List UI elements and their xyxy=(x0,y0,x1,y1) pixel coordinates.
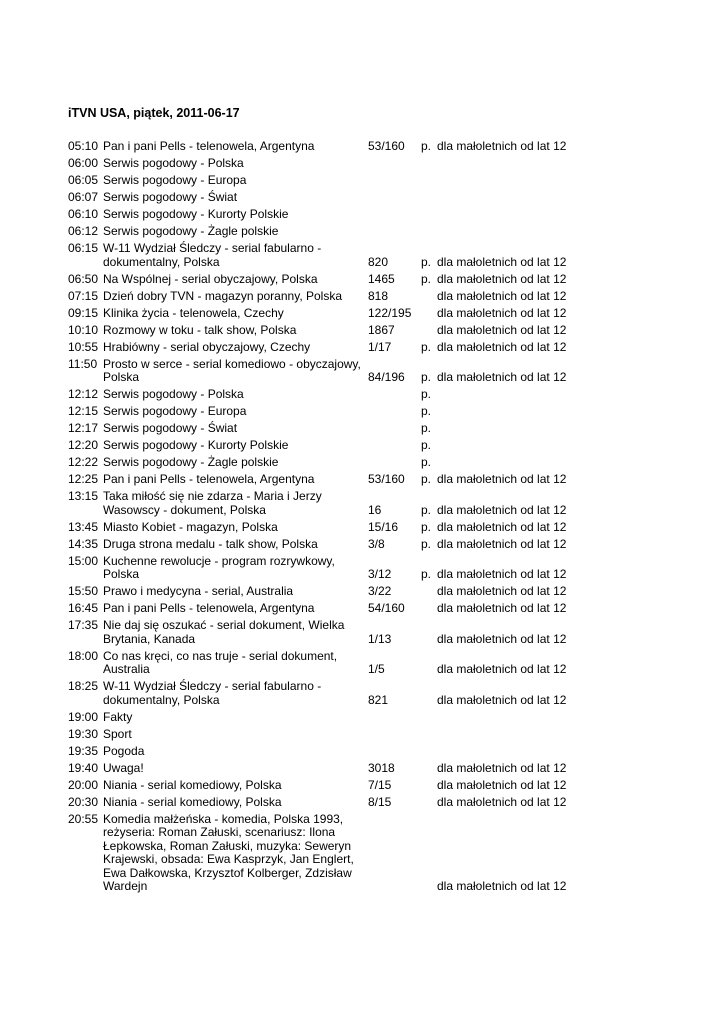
programme-line: Sport xyxy=(103,726,132,741)
schedule-row xyxy=(68,341,648,355)
row-programme xyxy=(102,324,368,338)
schedule-row xyxy=(68,521,648,535)
row-age-rating: dla małoletnich od lat 12 xyxy=(437,339,567,354)
row-episode: 820 xyxy=(368,254,389,269)
row-episode: 8/15 xyxy=(368,794,392,809)
row-episode: 15/16 xyxy=(368,519,399,534)
row-time: 19:00 xyxy=(68,709,99,724)
row-time: 10:10 xyxy=(68,322,99,337)
programme-line: Serwis pogodowy - Kurorty Polskie xyxy=(103,438,289,452)
row-programme xyxy=(102,619,368,646)
programme-line: Wardejn xyxy=(103,879,148,893)
row-age-rating: dla małoletnich od lat 12 xyxy=(437,584,567,598)
schedule-row xyxy=(68,405,648,419)
schedule-row xyxy=(68,174,648,188)
row-premiere-mark: p. xyxy=(421,455,432,469)
row-premiere-mark: p. xyxy=(421,472,432,486)
row-time: 19:30 xyxy=(68,726,99,741)
programme-line: Serwis pogodowy - Europa xyxy=(103,404,247,418)
row-premiere-mark: p. xyxy=(421,339,432,354)
row-time: 13:15 xyxy=(68,489,99,503)
programme-line: Serwis pogodowy - Europa xyxy=(103,173,247,187)
row-episode: 821 xyxy=(368,692,389,707)
schedule-row xyxy=(68,307,648,321)
row-age-rating: dla małoletnich od lat 12 xyxy=(437,794,567,809)
row-time: 20:30 xyxy=(68,794,99,809)
programme-line: Nie daj się oszukać - serial dokument, Wielka xyxy=(103,618,345,632)
row-programme xyxy=(102,813,368,894)
schedule-row xyxy=(68,490,648,517)
row-episode: 84/196 xyxy=(368,370,405,384)
row-programme xyxy=(102,650,368,677)
programme-line: Serwis pogodowy - Żagle polskie xyxy=(103,455,279,469)
row-time: 19:40 xyxy=(68,760,99,775)
programme-line: Serwis pogodowy - Świat xyxy=(103,421,238,435)
schedule-row xyxy=(68,157,648,171)
programme-line: Rozmowy w toku - talk show, Polska xyxy=(103,322,297,337)
row-programme xyxy=(102,208,368,222)
row-age-rating: dla małoletnich od lat 12 xyxy=(437,472,567,486)
schedule-row xyxy=(68,602,648,616)
row-time: 15:50 xyxy=(68,584,99,598)
row-premiere-mark: p. xyxy=(421,271,432,286)
row-age-rating: dla małoletnich od lat 12 xyxy=(437,662,567,676)
row-age-rating: dla małoletnich od lat 12 xyxy=(437,139,567,153)
row-time: 11:50 xyxy=(68,356,98,371)
row-programme xyxy=(102,341,368,355)
schedule-row xyxy=(68,555,648,582)
schedule-row xyxy=(68,813,648,894)
row-premiere-mark: p. xyxy=(421,404,432,418)
row-time: 19:35 xyxy=(68,743,99,758)
row-age-rating: dla małoletnich od lat 12 xyxy=(437,254,567,269)
row-episode: 818 xyxy=(368,288,389,303)
row-age-rating: dla małoletnich od lat 12 xyxy=(437,322,567,337)
row-programme xyxy=(102,456,368,470)
programme-line: Co nas kręci, co nas truje - serial dokument, xyxy=(103,648,338,663)
row-time: 20:00 xyxy=(68,777,99,792)
row-programme xyxy=(102,680,368,707)
schedule-row xyxy=(68,619,648,646)
schedule-row xyxy=(68,388,648,402)
programme-line: Hrabiówny - serial obyczajowy, Czechy xyxy=(103,339,311,354)
programme-line: Serwis pogodowy - Świat xyxy=(103,190,238,204)
row-programme xyxy=(102,796,368,810)
row-time: 10:55 xyxy=(68,339,99,354)
schedule-row xyxy=(68,208,648,222)
programme-line: Klinika życia - telenowela, Czechy xyxy=(103,305,284,320)
row-programme xyxy=(102,157,368,171)
row-programme xyxy=(102,191,368,205)
row-programme xyxy=(102,242,368,269)
row-premiere-mark: p. xyxy=(421,254,432,269)
schedule-row xyxy=(68,796,648,810)
row-time: 18:00 xyxy=(68,648,99,663)
row-age-rating: dla małoletnich od lat 12 xyxy=(437,519,567,534)
programme-line: Dzień dobry TVN - magazyn poranny, Polska xyxy=(103,288,342,303)
row-programme xyxy=(102,290,368,304)
row-time: 14:35 xyxy=(68,536,99,551)
schedule-row xyxy=(68,324,648,338)
programme-line: Serwis pogodowy - Kurorty Polskie xyxy=(103,207,289,221)
programme-line: dokumentalny, Polska xyxy=(103,254,220,269)
programme-line: Taka miłość się nie zdarza - Maria i Jerzy xyxy=(103,489,322,503)
row-premiere-mark: p. xyxy=(421,536,432,551)
row-programme xyxy=(102,779,368,793)
row-premiere-mark: p. xyxy=(421,502,432,517)
schedule-row xyxy=(68,745,648,759)
schedule-row xyxy=(68,711,648,725)
programme-line: Pan i pani Pells - telenowela, Argentyna xyxy=(103,472,315,486)
row-time: 06:05 xyxy=(68,173,99,187)
programme-line: Pan i pani Pells - telenowela, Argentyna xyxy=(103,601,315,615)
programme-line: Polska xyxy=(103,567,140,581)
row-time: 06:07 xyxy=(68,190,99,204)
row-time: 06:15 xyxy=(68,241,99,255)
row-time: 18:25 xyxy=(68,679,99,693)
row-time: 20:55 xyxy=(68,811,99,826)
row-programme xyxy=(102,728,368,742)
programme-line: Druga strona medalu - talk show, Polska xyxy=(103,536,318,551)
schedule-list xyxy=(68,140,648,897)
row-time: 12:15 xyxy=(68,404,99,418)
row-time: 15:00 xyxy=(68,553,99,568)
row-programme xyxy=(102,174,368,188)
row-programme xyxy=(102,307,368,321)
programme-line: dokumentalny, Polska xyxy=(103,692,220,707)
schedule-row xyxy=(68,680,648,707)
row-time: 09:15 xyxy=(68,305,99,320)
row-time: 17:35 xyxy=(68,618,99,632)
row-programme xyxy=(102,422,368,436)
programme-line: Prawo i medycyna - serial, Australia xyxy=(103,584,294,598)
row-programme xyxy=(102,521,368,535)
row-time: 12:17 xyxy=(68,421,99,435)
programme-line: Wasowscy - dokument, Polska xyxy=(103,502,266,517)
row-programme xyxy=(102,473,368,487)
programme-line: Krajewski, obsada: Ewa Kasprzyk, Jan Englert, xyxy=(103,852,354,866)
row-programme xyxy=(102,762,368,776)
schedule-row xyxy=(68,191,648,205)
row-programme xyxy=(102,225,368,239)
programme-line: W-11 Wydział Śledczy - serial fabularno - xyxy=(103,241,322,255)
schedule-row xyxy=(68,538,648,552)
row-episode: 3018 xyxy=(368,760,395,775)
schedule-row xyxy=(68,422,648,436)
row-programme xyxy=(102,711,368,725)
row-episode: 53/160 xyxy=(368,139,405,153)
row-time: 06:10 xyxy=(68,207,99,221)
row-age-rating: dla małoletnich od lat 12 xyxy=(437,288,567,303)
row-premiere-mark: p. xyxy=(421,421,432,435)
row-age-rating: dla małoletnich od lat 12 xyxy=(437,567,567,581)
row-episode: 1/13 xyxy=(368,631,392,646)
row-episode: 3/12 xyxy=(368,567,392,581)
programme-line: Ewa Dałkowska, Krzysztof Kolberger, Zdzisław xyxy=(103,865,352,880)
row-age-rating: dla małoletnich od lat 12 xyxy=(437,536,567,551)
row-age-rating: dla małoletnich od lat 12 xyxy=(437,502,567,517)
row-time: 06:00 xyxy=(68,156,99,170)
schedule-row xyxy=(68,762,648,776)
row-time: 06:50 xyxy=(68,271,99,286)
row-time: 05:10 xyxy=(68,139,99,153)
programme-line: Serwis pogodowy - Polska xyxy=(103,156,244,170)
programme-line: Na Wspólnej - serial obyczajowy, Polska xyxy=(103,271,318,286)
programme-line: Fakty xyxy=(103,709,133,724)
row-programme xyxy=(102,490,368,517)
row-programme xyxy=(102,140,368,154)
programme-line: Niania - serial komediowy, Polska xyxy=(103,794,282,809)
row-premiere-mark: p. xyxy=(421,139,432,153)
programme-line: Serwis pogodowy - Polska xyxy=(103,387,244,401)
programme-line: Pan i pani Pells - telenowela, Argentyna xyxy=(103,139,315,153)
row-age-rating: dla małoletnich od lat 12 xyxy=(437,760,567,775)
schedule-row xyxy=(68,273,648,287)
schedule-row xyxy=(68,456,648,470)
row-time: 07:15 xyxy=(68,288,99,303)
programme-line: Australia xyxy=(103,662,150,676)
schedule-row xyxy=(68,728,648,742)
row-time: 06:12 xyxy=(68,224,99,238)
programme-line: Uwaga! xyxy=(103,760,144,775)
row-programme xyxy=(102,538,368,552)
row-programme xyxy=(102,585,368,599)
row-episode: 16 xyxy=(368,502,382,517)
row-age-rating: dla małoletnich od lat 12 xyxy=(437,879,567,893)
row-premiere-mark: p. xyxy=(421,519,432,534)
row-age-rating: dla małoletnich od lat 12 xyxy=(437,601,567,615)
row-age-rating: dla małoletnich od lat 12 xyxy=(437,692,567,707)
row-episode: 3/22 xyxy=(368,584,392,598)
programme-line: reżyseria: Roman Załuski, scenariusz: Ilona xyxy=(103,825,336,839)
schedule-row xyxy=(68,358,648,385)
row-episode: 1465 xyxy=(368,271,395,286)
schedule-row xyxy=(68,650,648,677)
row-programme xyxy=(102,439,368,453)
row-programme xyxy=(102,388,368,402)
schedule-row xyxy=(68,140,648,154)
schedule-row xyxy=(68,439,648,453)
row-episode: 54/160 xyxy=(368,601,405,615)
row-time: 12:22 xyxy=(68,455,99,469)
schedule-row xyxy=(68,242,648,269)
programme-line: Kuchenne rewolucje - program rozrywkowy, xyxy=(103,553,335,568)
row-time: 12:12 xyxy=(68,387,99,401)
schedule-row xyxy=(68,473,648,487)
row-programme xyxy=(102,602,368,616)
row-episode: 53/160 xyxy=(368,472,405,486)
schedule-row xyxy=(68,225,648,239)
programme-line: Brytania, Kanada xyxy=(103,631,196,646)
row-premiere-mark: p. xyxy=(421,370,432,384)
row-premiere-mark: p. xyxy=(421,387,432,401)
row-episode: 122/195 xyxy=(368,305,412,320)
row-age-rating: dla małoletnich od lat 12 xyxy=(437,370,567,384)
schedule-row xyxy=(68,290,648,304)
programme-line: Komedia małżeńska - komedia, Polska 1993, xyxy=(103,811,344,826)
programme-line: Łepkowska, Roman Załuski, muzyka: Seweryn xyxy=(103,838,352,853)
row-episode: 1/5 xyxy=(368,662,385,676)
schedule-row xyxy=(68,779,648,793)
row-premiere-mark: p. xyxy=(421,438,432,452)
row-premiere-mark: p. xyxy=(421,567,432,581)
schedule-row xyxy=(68,585,648,599)
row-programme xyxy=(102,273,368,287)
programme-line: Niania - serial komediowy, Polska xyxy=(103,777,282,792)
row-time: 12:25 xyxy=(68,472,99,486)
row-programme xyxy=(102,405,368,419)
row-programme xyxy=(102,555,368,582)
programme-line: Prosto w serce - serial komediowo - obyczajowy, xyxy=(103,356,361,371)
row-age-rating: dla małoletnich od lat 12 xyxy=(437,305,567,320)
page-title: iTVN USA, piątek, 2011-06-17 xyxy=(68,106,240,120)
row-episode: 7/15 xyxy=(368,777,392,792)
row-episode: 1867 xyxy=(368,322,395,337)
row-time: 12:20 xyxy=(68,438,99,452)
row-time: 13:45 xyxy=(68,519,99,534)
row-age-rating: dla małoletnich od lat 12 xyxy=(437,777,567,792)
programme-line: Serwis pogodowy - Żagle polskie xyxy=(103,224,279,238)
row-age-rating: dla małoletnich od lat 12 xyxy=(437,631,567,646)
row-programme xyxy=(102,745,368,759)
programme-line: Polska xyxy=(103,370,140,384)
row-age-rating: dla małoletnich od lat 12 xyxy=(437,271,567,286)
programme-line: W-11 Wydział Śledczy - serial fabularno - xyxy=(103,679,322,693)
row-time: 16:45 xyxy=(68,601,99,615)
programme-line: Miasto Kobiet - magazyn, Polska xyxy=(103,519,278,534)
row-episode: 1/17 xyxy=(368,339,392,354)
programme-line: Pogoda xyxy=(103,743,145,758)
row-programme xyxy=(102,358,368,385)
row-episode: 3/8 xyxy=(368,536,385,551)
